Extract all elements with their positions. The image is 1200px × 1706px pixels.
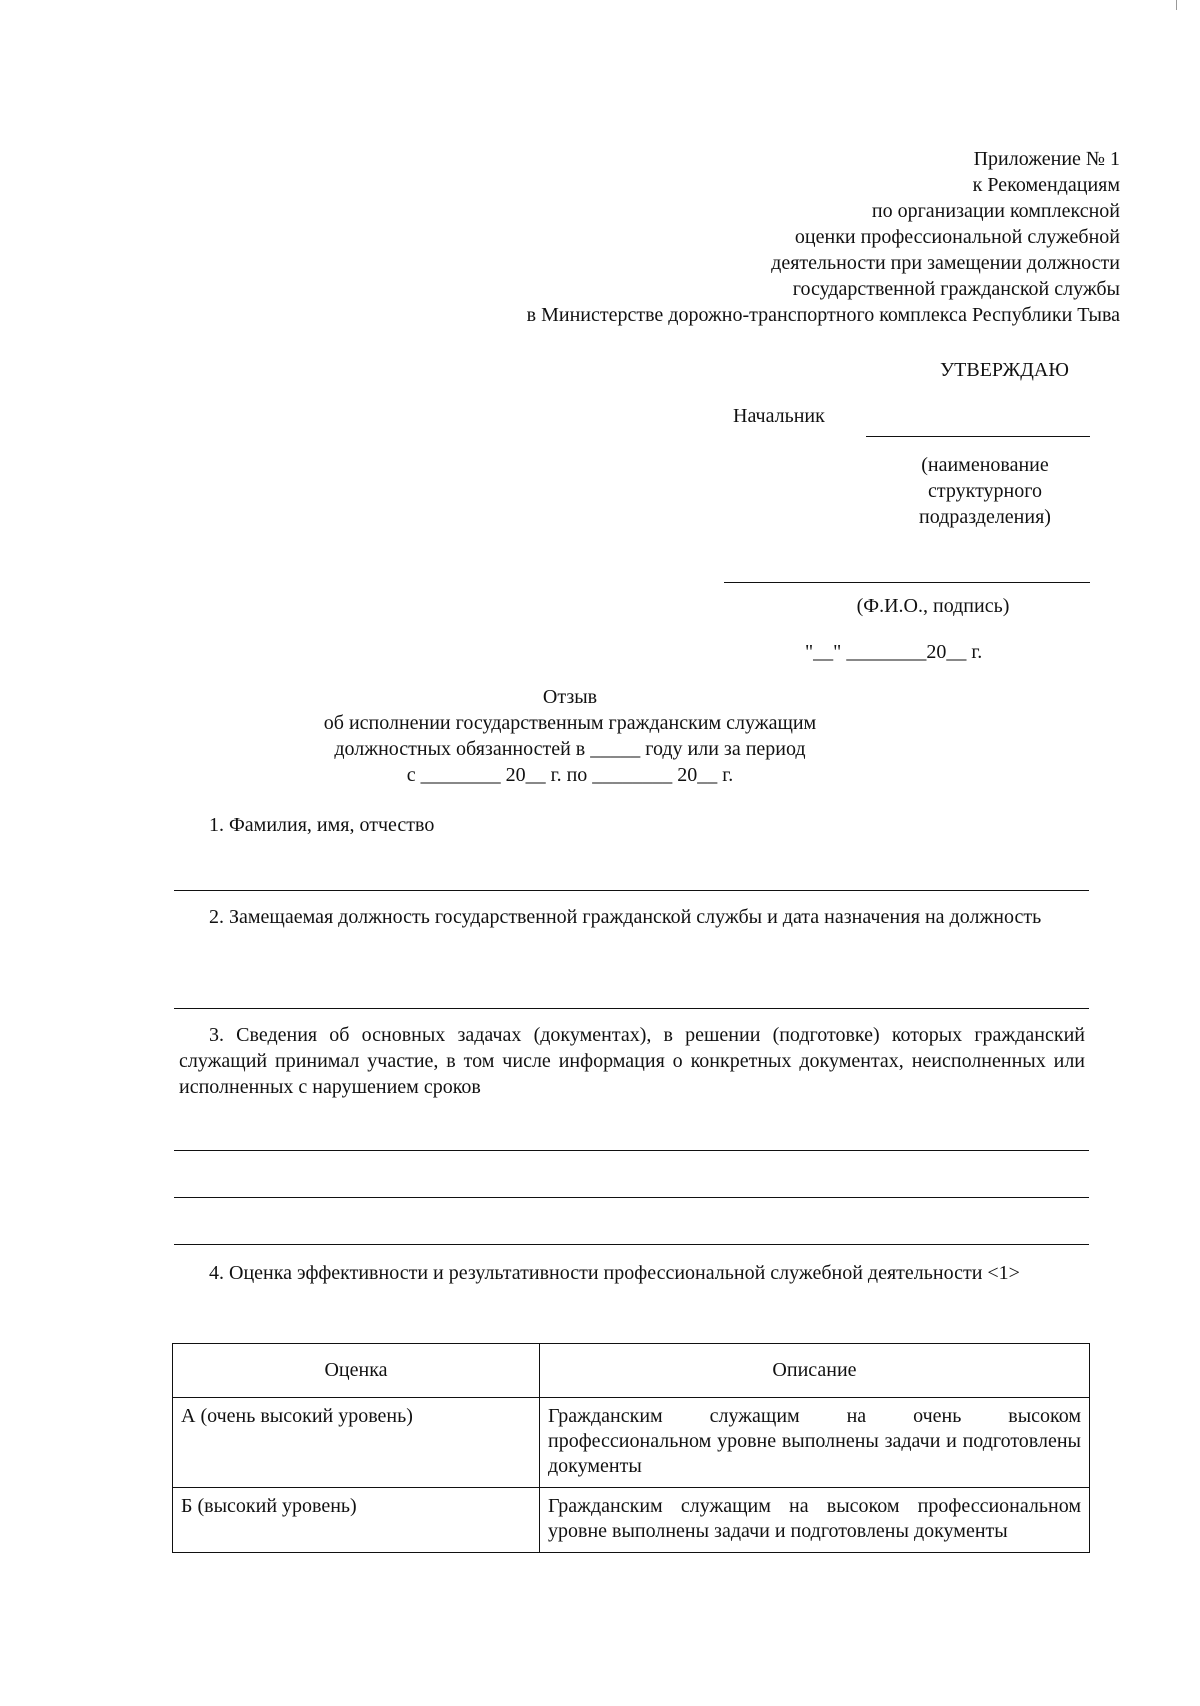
appendix-line: в Министерстве дорожно-транспортного комплекса Республики Тыва bbox=[526, 304, 1120, 326]
table-header-row bbox=[173, 1344, 1090, 1398]
section-2-label: 2. Замещаемая должность государственной гражданской службы и дата назначения на должность bbox=[209, 906, 1042, 928]
section-2-fill-line[interactable] bbox=[174, 1008, 1089, 1009]
approval-date-line: "__" ________20__ г. bbox=[805, 641, 983, 663]
review-title-line: должностных обязанностей в _____ году или за период bbox=[334, 738, 806, 760]
review-title-line: с ________ 20__ г. по ________ 20__ г. bbox=[406, 764, 734, 786]
approval-title: УТВЕРЖДАЮ bbox=[940, 359, 1069, 381]
section-3-fill-line[interactable] bbox=[174, 1150, 1089, 1151]
fio-hint: (Ф.И.О., подпись) bbox=[856, 595, 1010, 617]
appendix-line: оценки профессиональной служебной bbox=[794, 226, 1120, 248]
review-title bbox=[300, 684, 840, 788]
unit-hint-line: подразделения) bbox=[919, 506, 1051, 528]
appendix-line: государственной гражданской службы bbox=[792, 278, 1120, 300]
grade-cell: Б (высокий уровень) bbox=[173, 1488, 540, 1553]
review-title-line: Отзыв bbox=[542, 686, 598, 708]
description-cell: Гражданским служащим на высоком профессиональном уровне выполнены задачи и подготовлены документы bbox=[540, 1488, 1090, 1553]
table-row bbox=[173, 1488, 1090, 1553]
appendix-header bbox=[527, 146, 1120, 328]
appendix-line: деятельности при замещении должности bbox=[771, 252, 1120, 274]
grades-table bbox=[172, 1343, 1090, 1553]
section-1-fill-line[interactable] bbox=[174, 890, 1089, 891]
section-3-label: 3. Сведения об основных задачах (документах), в решении (подготовке) которых гражданский служащий принимал участие, в том числе информация о конкретных документах, неисполненных или исполненных с нарушением сроков bbox=[179, 1024, 1085, 1098]
appendix-line: по организации комплексной bbox=[871, 200, 1120, 222]
fio-signature-line[interactable] bbox=[724, 582, 1090, 583]
table-row bbox=[173, 1398, 1090, 1488]
table-header-description: Описание bbox=[540, 1344, 1090, 1398]
table-header-grade: Оценка bbox=[173, 1344, 540, 1398]
review-title-line: об исполнении государственным гражданским служащим bbox=[323, 712, 817, 734]
appendix-line: к Рекомендациям bbox=[972, 174, 1120, 196]
section-3-fill-line[interactable] bbox=[174, 1197, 1089, 1198]
description-cell: Гражданским служащим на очень высоком профессиональном уровне выполнены задачи и подготовлены документы bbox=[540, 1398, 1090, 1488]
section-1-label: 1. Фамилия, имя, отчество bbox=[209, 814, 435, 836]
grade-cell: А (очень высокий уровень) bbox=[173, 1398, 540, 1488]
unit-hint bbox=[880, 452, 1090, 530]
chief-label: Начальник bbox=[733, 405, 825, 427]
unit-hint-line: (наименование bbox=[921, 454, 1049, 476]
chief-unit-signature-line[interactable] bbox=[866, 436, 1090, 437]
section-3-fill-line[interactable] bbox=[174, 1244, 1089, 1245]
unit-hint-line: структурного bbox=[928, 480, 1042, 502]
appendix-line: Приложение № 1 bbox=[973, 148, 1120, 170]
section-4-label: 4. Оценка эффективности и результативности профессиональной служебной деятельности <1> bbox=[209, 1262, 1020, 1284]
scan-edge-mark bbox=[1176, 0, 1177, 10]
